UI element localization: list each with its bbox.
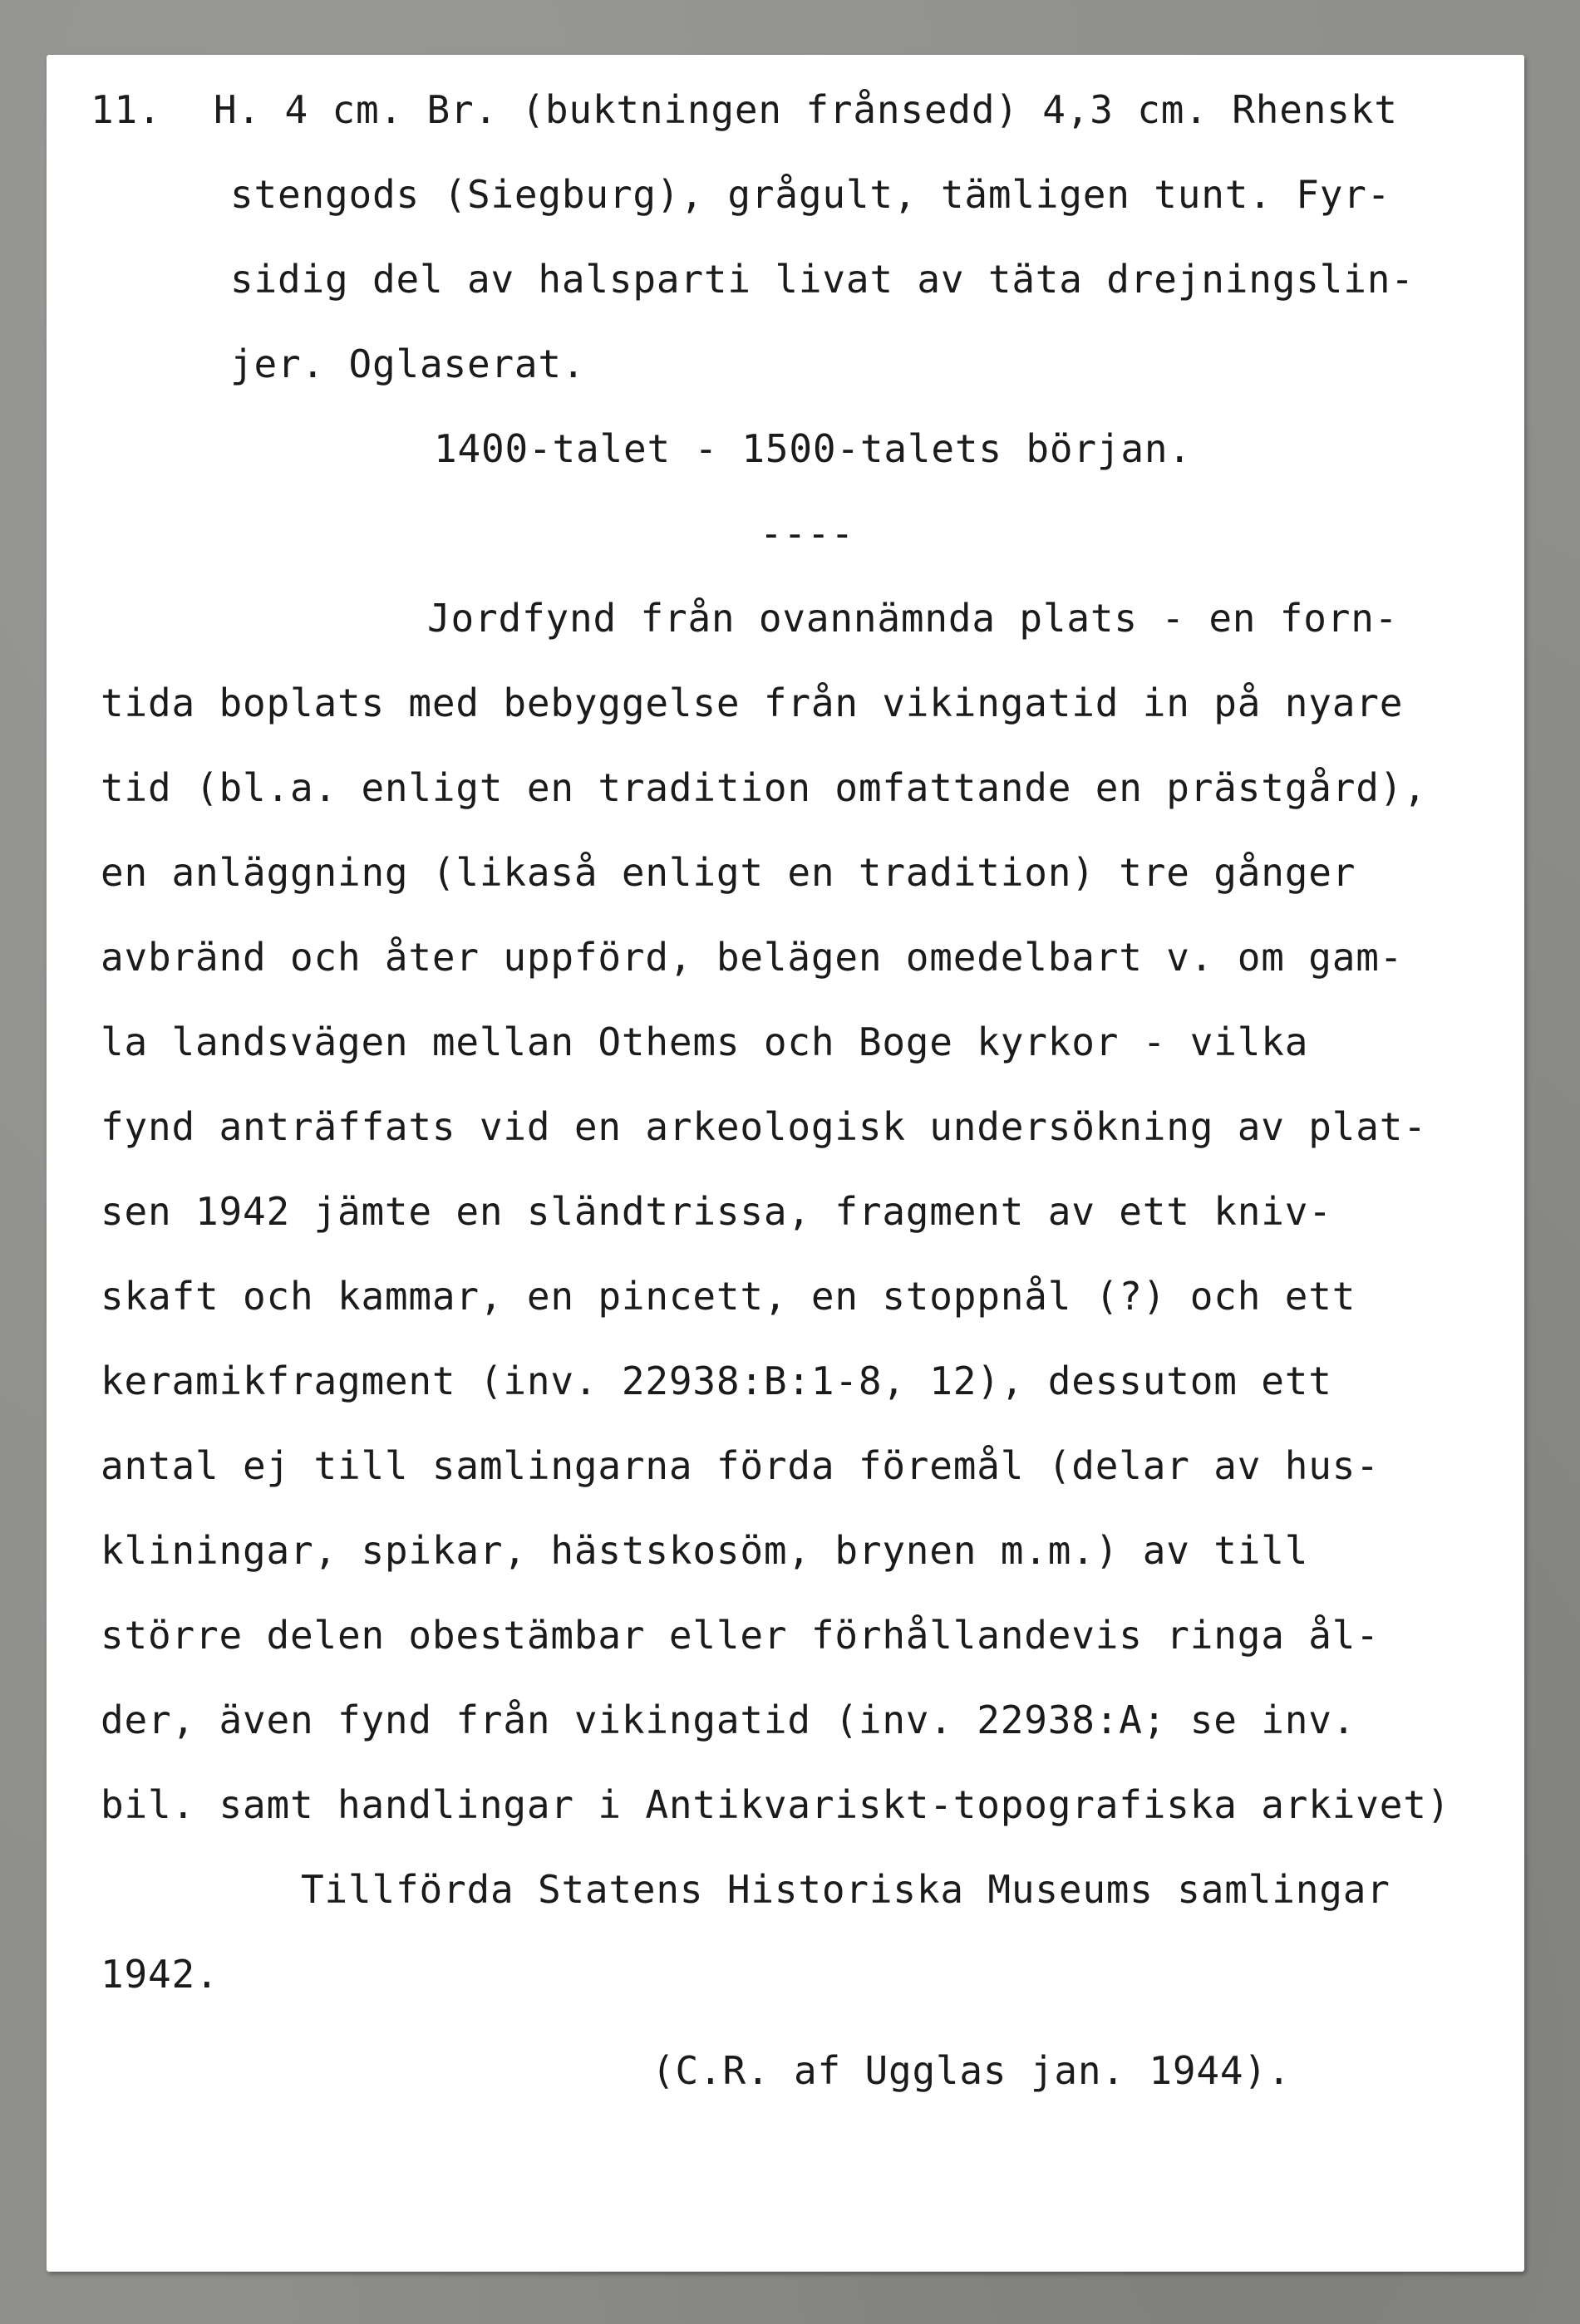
find-line-8: sen 1942 jämte en sländtrissa, fragment av ett kniv- bbox=[101, 1189, 1332, 1234]
entry-line-2: stengods (Siegburg), grågult, tämligen tunt. Fyr- bbox=[230, 172, 1391, 217]
transfer-line-2: 1942. bbox=[101, 1952, 219, 1997]
find-line-12: kliningar, spikar, hästskosöm, brynen m.m.) av till bbox=[101, 1528, 1309, 1573]
transfer-line-1: Tillförda Statens Historiska Museums samlingar bbox=[301, 1867, 1390, 1912]
separator-line: ---- bbox=[760, 511, 854, 556]
catalog-card bbox=[47, 55, 1524, 2272]
entry-line-3: sidig del av halsparti livat av täta drejningslin- bbox=[230, 257, 1415, 302]
find-line-1: Jordfynd från ovannämnda plats - en forn- bbox=[427, 596, 1399, 641]
find-line-11: antal ej till samlingarna förda föremål (delar av hus- bbox=[101, 1443, 1380, 1488]
find-line-7: fynd anträffats vid en arkeologisk undersökning av plat- bbox=[101, 1104, 1427, 1149]
signature-line: (C.R. af Ugglas jan. 1944). bbox=[652, 2048, 1292, 2093]
find-line-13: större delen obestämbar eller förhållandevis ringa ål- bbox=[101, 1613, 1380, 1658]
find-line-4: en anläggning (likaså enligt en tradition) tre gånger bbox=[101, 850, 1356, 895]
entry-number: 11. bbox=[91, 87, 162, 132]
find-line-15: bil. samt handlingar i Antikvariskt-topografiska arkivet) bbox=[101, 1782, 1451, 1827]
find-line-5: avbränd och åter uppförd, belägen omedelbart v. om gam- bbox=[101, 935, 1404, 980]
entry-line-4: jer. Oglaserat. bbox=[230, 341, 586, 386]
find-line-9: skaft och kammar, en pincett, en stoppnål (?) och ett bbox=[101, 1274, 1356, 1319]
dating-line: 1400-talet - 1500-talets början. bbox=[434, 426, 1192, 471]
find-line-14: der, även fynd från vikingatid (inv. 22938:A; se inv. bbox=[101, 1698, 1356, 1742]
find-line-6: la landsvägen mellan Othems och Boge kyrkor - vilka bbox=[101, 1020, 1309, 1064]
find-line-2: tida boplats med bebyggelse från vikingatid in på nyare bbox=[101, 680, 1404, 725]
entry-line-1: H. 4 cm. Br. (buktningen frånsedd) 4,3 cm. Rhenskt bbox=[214, 87, 1398, 132]
find-line-3: tid (bl.a. enligt en tradition omfattande en prästgård), bbox=[101, 765, 1427, 810]
find-line-10: keramikfragment (inv. 22938:B:1-8, 12), dessutom ett bbox=[101, 1359, 1332, 1403]
